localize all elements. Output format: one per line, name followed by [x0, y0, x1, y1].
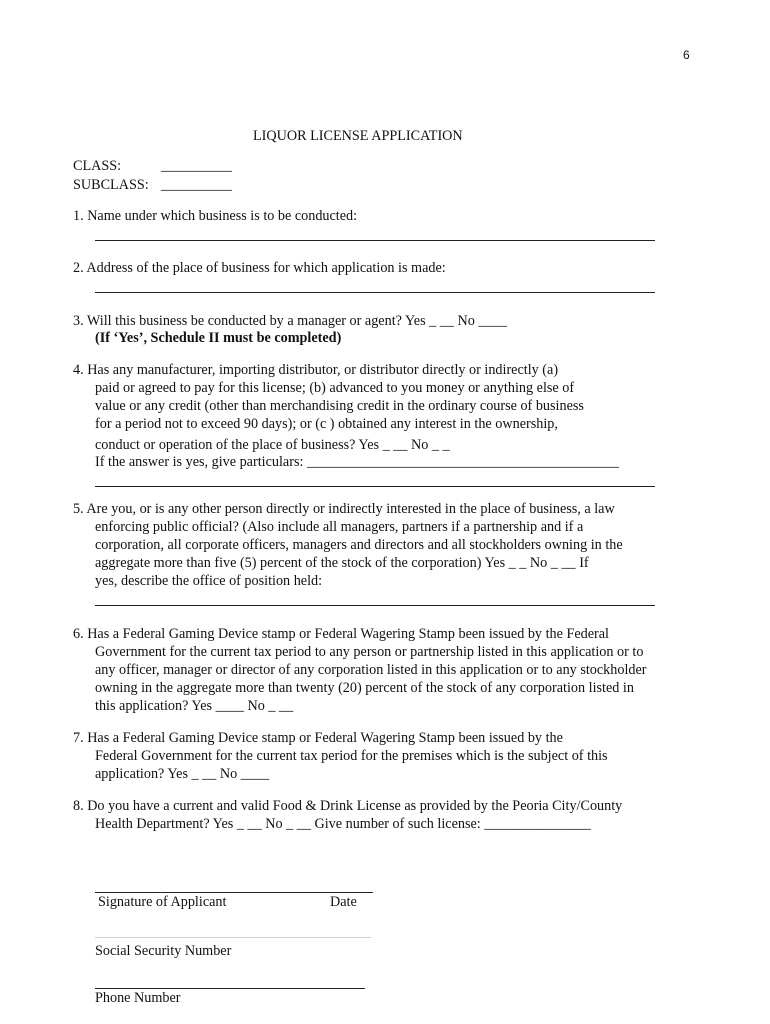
question-6-line: owning in the aggregate more than twenty (20) percent of the stock of any corporation listed in: [95, 680, 634, 696]
question-5-line: 5. Are you, or is any other person directly or indirectly interested in the place of business, a law: [73, 501, 615, 517]
question-4-line: for a period not to exceed 90 days); or (c ) obtained any interest in the ownership,: [95, 416, 558, 432]
question-4-particulars: If the answer is yes, give particulars: ____________________________________________: [95, 454, 620, 470]
class-label: CLASS:: [73, 158, 122, 174]
answer-line-2[interactable]: [95, 292, 655, 293]
question-5-line: corporation, all corporate officers, managers and directors and all stockholders owning in the: [95, 537, 623, 553]
question-7-line: application? Yes _ __ No ____: [95, 766, 270, 782]
question-4-line: 4. Has any manufacturer, importing distributor, or distributor directly or indirectly (a): [73, 362, 559, 378]
question-5-line: aggregate more than five (5) percent of the stock of the corporation) Yes _ _ No _ __ If: [95, 555, 589, 571]
page-number: 6: [683, 48, 690, 62]
answer-line-4[interactable]: [95, 486, 655, 487]
subclass-field[interactable]: __________: [161, 177, 232, 193]
question-8-line: 8. Do you have a current and valid Food & Drink License as provided by the Peoria City/County: [73, 798, 623, 814]
question-6-line: Government for the current tax period to any person or partnership listed in this application or to: [95, 644, 644, 660]
question-5-line: yes, describe the office of position held:: [95, 573, 323, 589]
signature-label: Signature of Applicant: [98, 894, 227, 910]
question-7-line: Federal Government for the current tax period for the premises which is the subject of this: [95, 748, 608, 764]
question-3-note: (If ‘Yes’, Schedule II must be completed): [95, 330, 342, 346]
question-1: 1. Name under which business is to be conducted:: [73, 208, 358, 224]
question-7-line: 7. Has a Federal Gaming Device stamp or Federal Wagering Stamp been issued by the: [73, 730, 563, 746]
question-5-line: enforcing public official? (Also include all managers, partners if a partnership and if a: [95, 519, 584, 535]
question-3: 3. Will this business be conducted by a manager or agent? Yes _ __ No ____: [73, 313, 507, 329]
date-label: Date: [330, 894, 357, 910]
question-4-line: conduct or operation of the place of business? Yes _ __ No _ _: [95, 437, 450, 453]
question-2: 2. Address of the place of business for which application is made:: [73, 260, 446, 276]
question-6-line: any officer, manager or director of any corporation listed in this application or to any stockholder: [95, 662, 647, 678]
question-4-line: value or any credit (other than merchandising credit in the ordinary course of business: [95, 398, 584, 414]
answer-line-1[interactable]: [95, 240, 655, 241]
phone-label: Phone Number: [95, 990, 181, 1006]
page-title: LIQUOR LICENSE APPLICATION: [253, 128, 463, 144]
question-6-line: this application? Yes ____ No _ __: [95, 698, 294, 714]
question-8-line: Health Department? Yes _ __ No _ __ Give number of such license: _______________: [95, 816, 591, 832]
answer-line-5[interactable]: [95, 605, 655, 606]
question-6-line: 6. Has a Federal Gaming Device stamp or Federal Wagering Stamp been issued by the Federal: [73, 626, 609, 642]
subclass-label: SUBCLASS:: [73, 177, 149, 193]
ssn-label: Social Security Number: [95, 943, 232, 959]
class-field[interactable]: __________: [161, 158, 232, 174]
question-4-line: paid or agreed to pay for this license; (b) advanced to you money or anything else of: [95, 380, 575, 396]
ssn-line[interactable]: [95, 937, 371, 938]
